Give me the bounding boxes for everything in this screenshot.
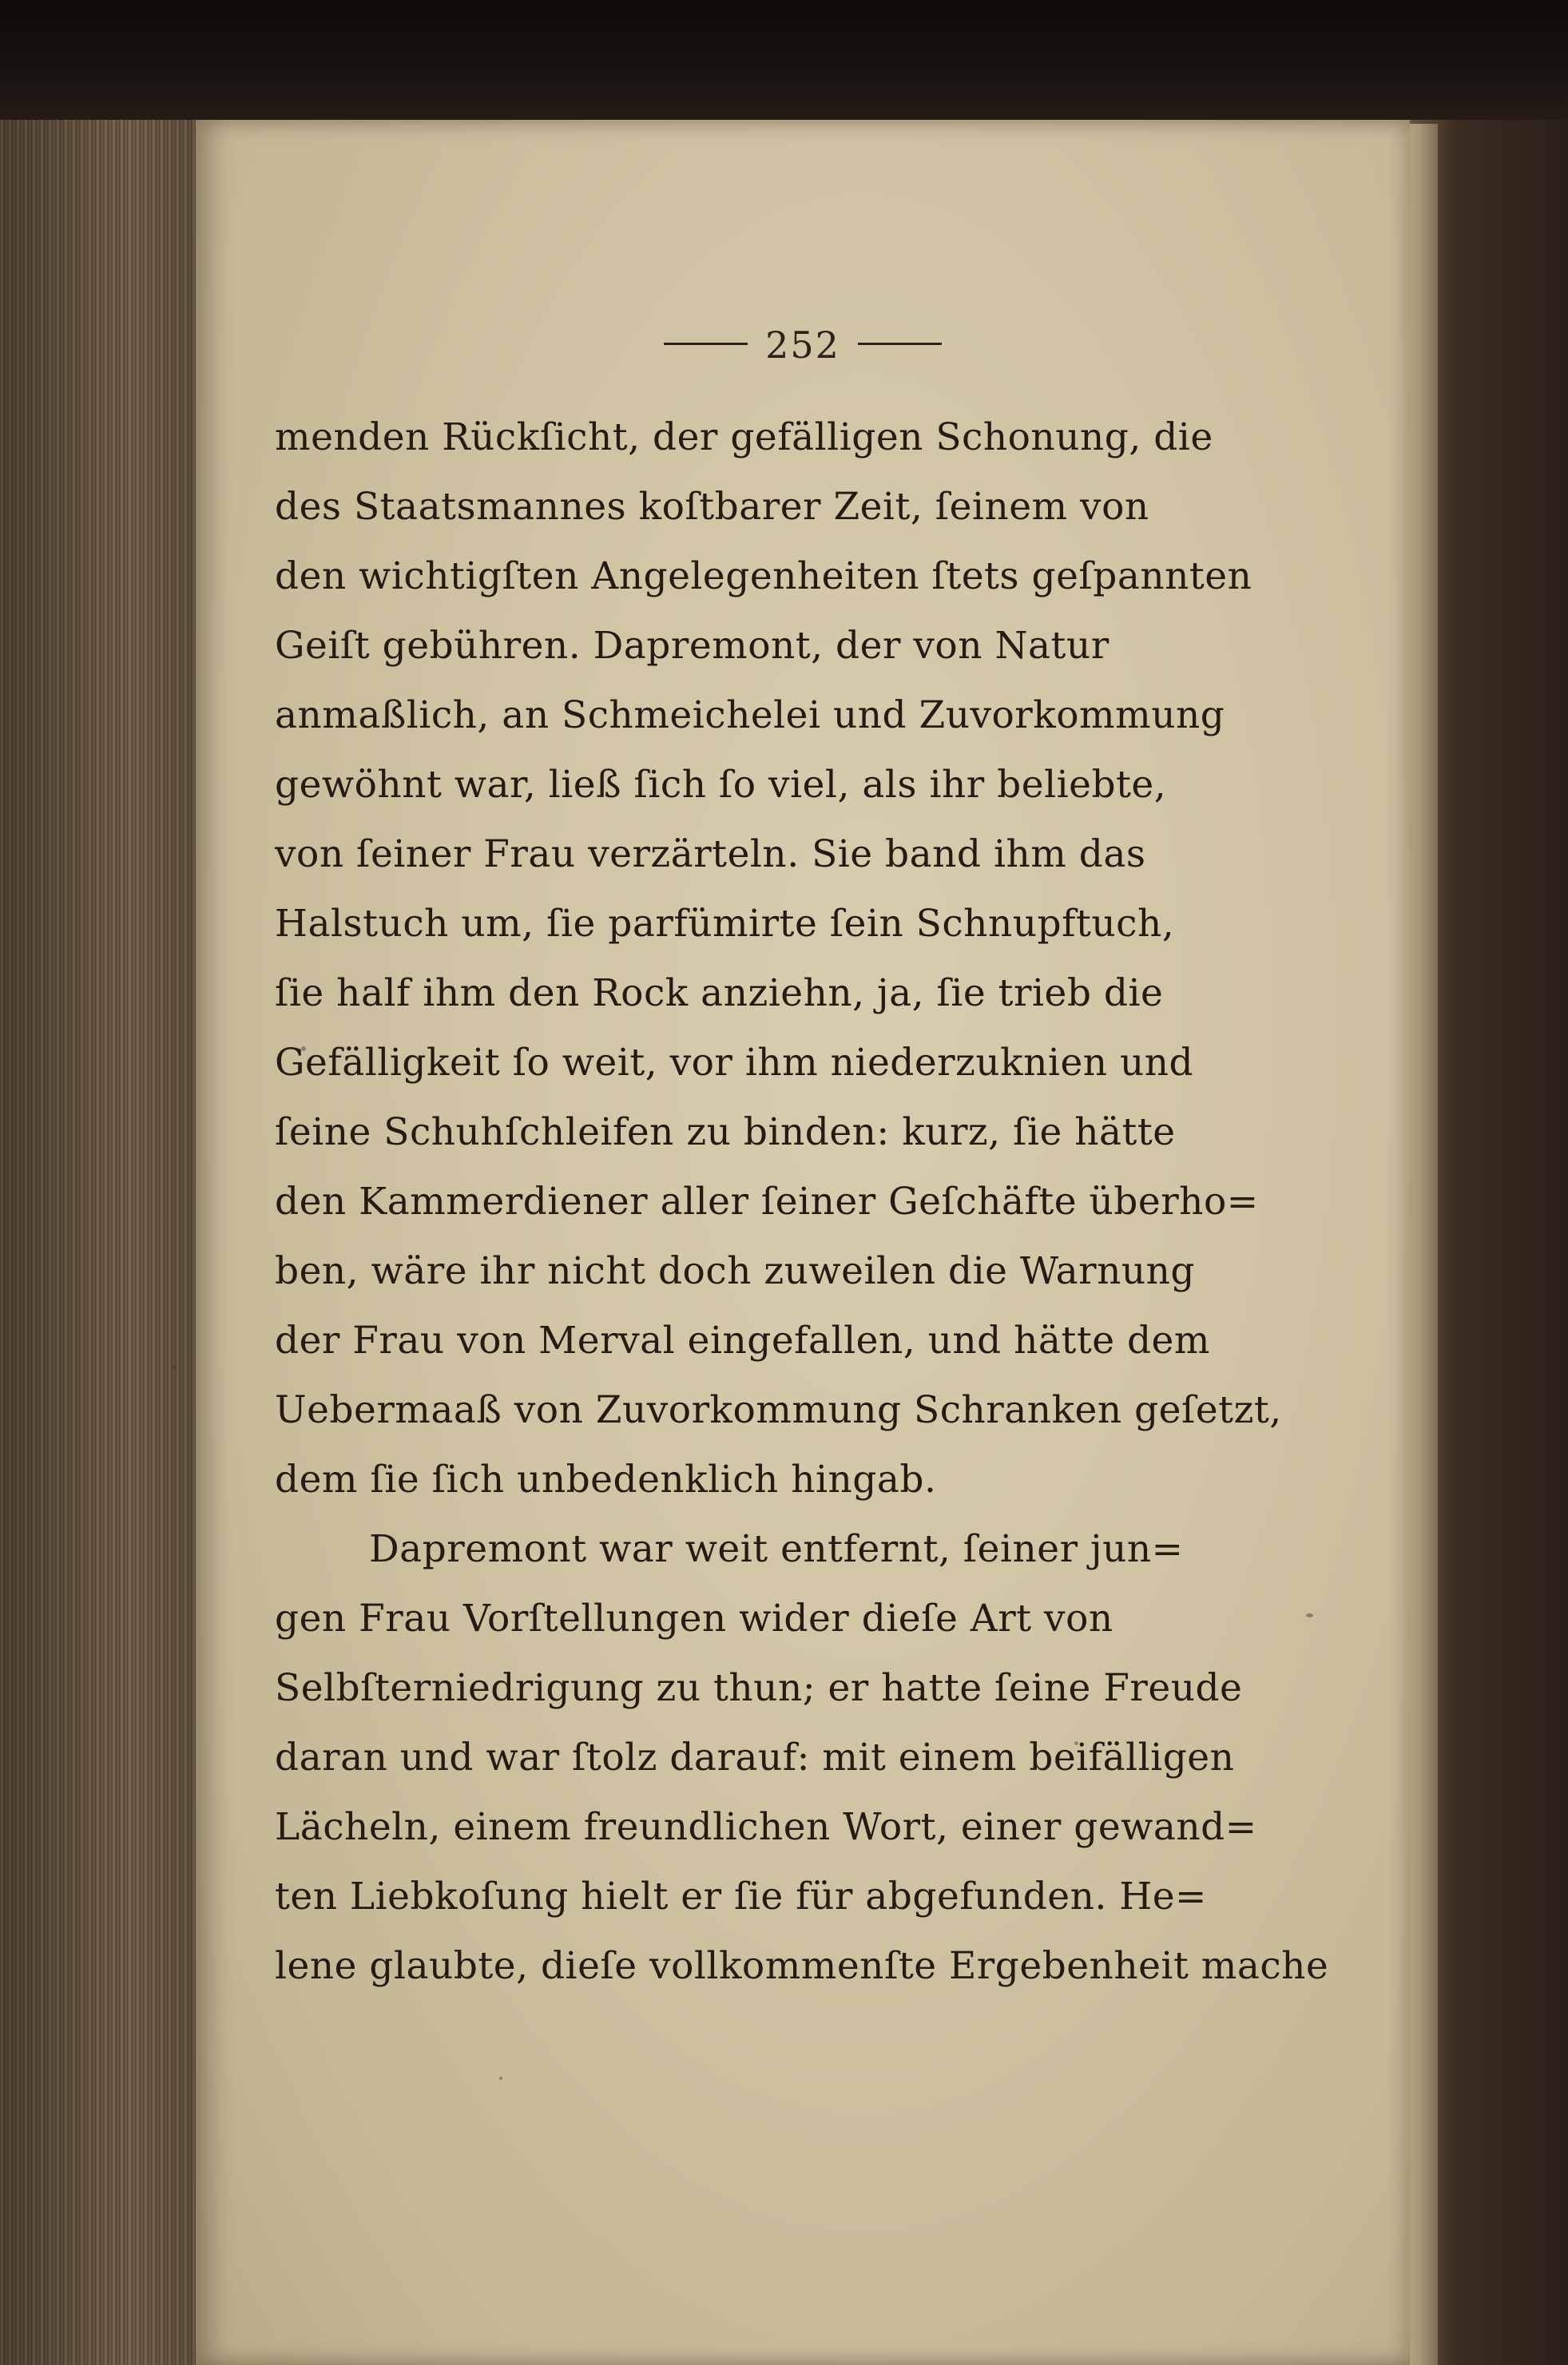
paper-speck [1306, 1613, 1313, 1617]
page-edges-shade [0, 120, 216, 2365]
paper-speck [499, 2077, 502, 2080]
page-header [196, 323, 1410, 367]
text-line: lene glaubte, dieſe vollkommenſte Ergebenheit mache [275, 1944, 1329, 1988]
text-line: ſie half ihm den Rock anziehn, ja, ſie trieb die [275, 971, 1164, 1015]
text-line: Lächeln, einem freundlichen Wort, einer gewand= [275, 1805, 1257, 1849]
header-rule-left [664, 343, 748, 345]
text-line: daran und war ſtolz darauf: mit einem beifälligen [275, 1736, 1235, 1780]
text-line: der Frau von Merval eingefallen, und hätte dem [275, 1319, 1210, 1363]
text-line: des Staatsmannes koſtbarer Zeit, ſeinem von [275, 485, 1149, 529]
paper-speck [172, 1366, 176, 1370]
text-line-paragraph-start: Dapremont war weit entfernt, ſeiner jun= [369, 1527, 1184, 1571]
text-line: ten Liebkoſung hielt er ſie für abgefunden. He= [275, 1875, 1207, 1919]
text-line: menden Rückſicht, der gefälligen Schonung, die [275, 415, 1213, 459]
text-line: anmaßlich, an Schmeichelei und Zuvorkommung [275, 693, 1225, 737]
text-line: den Kammerdiener aller ſeiner Geſchäfte überho= [275, 1180, 1259, 1224]
text-line: ſeine Schuhſchleifen zu binden: kurz, ſie hätte [275, 1110, 1176, 1154]
page-number: 252 [765, 323, 840, 367]
text-line: Geiſt gebühren. Dapremont, der von Natur [275, 624, 1110, 668]
text-line: den wichtigſten Angelegenheiten ſtets geſpannten [275, 554, 1252, 598]
text-line: Uebermaaß von Zuvorkommung Schranken geſetzt, [275, 1388, 1282, 1432]
text-line: gen Frau Vorſtellungen wider dieſe Art von [275, 1597, 1113, 1641]
text-line: ben, wäre ihr nicht doch zuweilen die Warnung [275, 1249, 1196, 1293]
header-rule-right [858, 343, 942, 345]
background-top [0, 0, 1568, 136]
text-line: Gefälligkeit ſo weit, vor ihm niederzuknien und [275, 1041, 1194, 1085]
text-line: Halstuch um, ſie parfümirte ſein Schnupftuch, [275, 902, 1175, 946]
text-line: gewöhnt war, ließ ſich ſo viel, als ihr beliebte, [275, 763, 1167, 807]
text-line: von ſeiner Frau verzärteln. Sie band ihm das [275, 832, 1146, 876]
text-line: Selbſterniedrigung zu thun; er hatte ſeine Freude [275, 1666, 1243, 1710]
text-line: dem ſie ſich unbedenklich hingab. [275, 1458, 937, 1502]
